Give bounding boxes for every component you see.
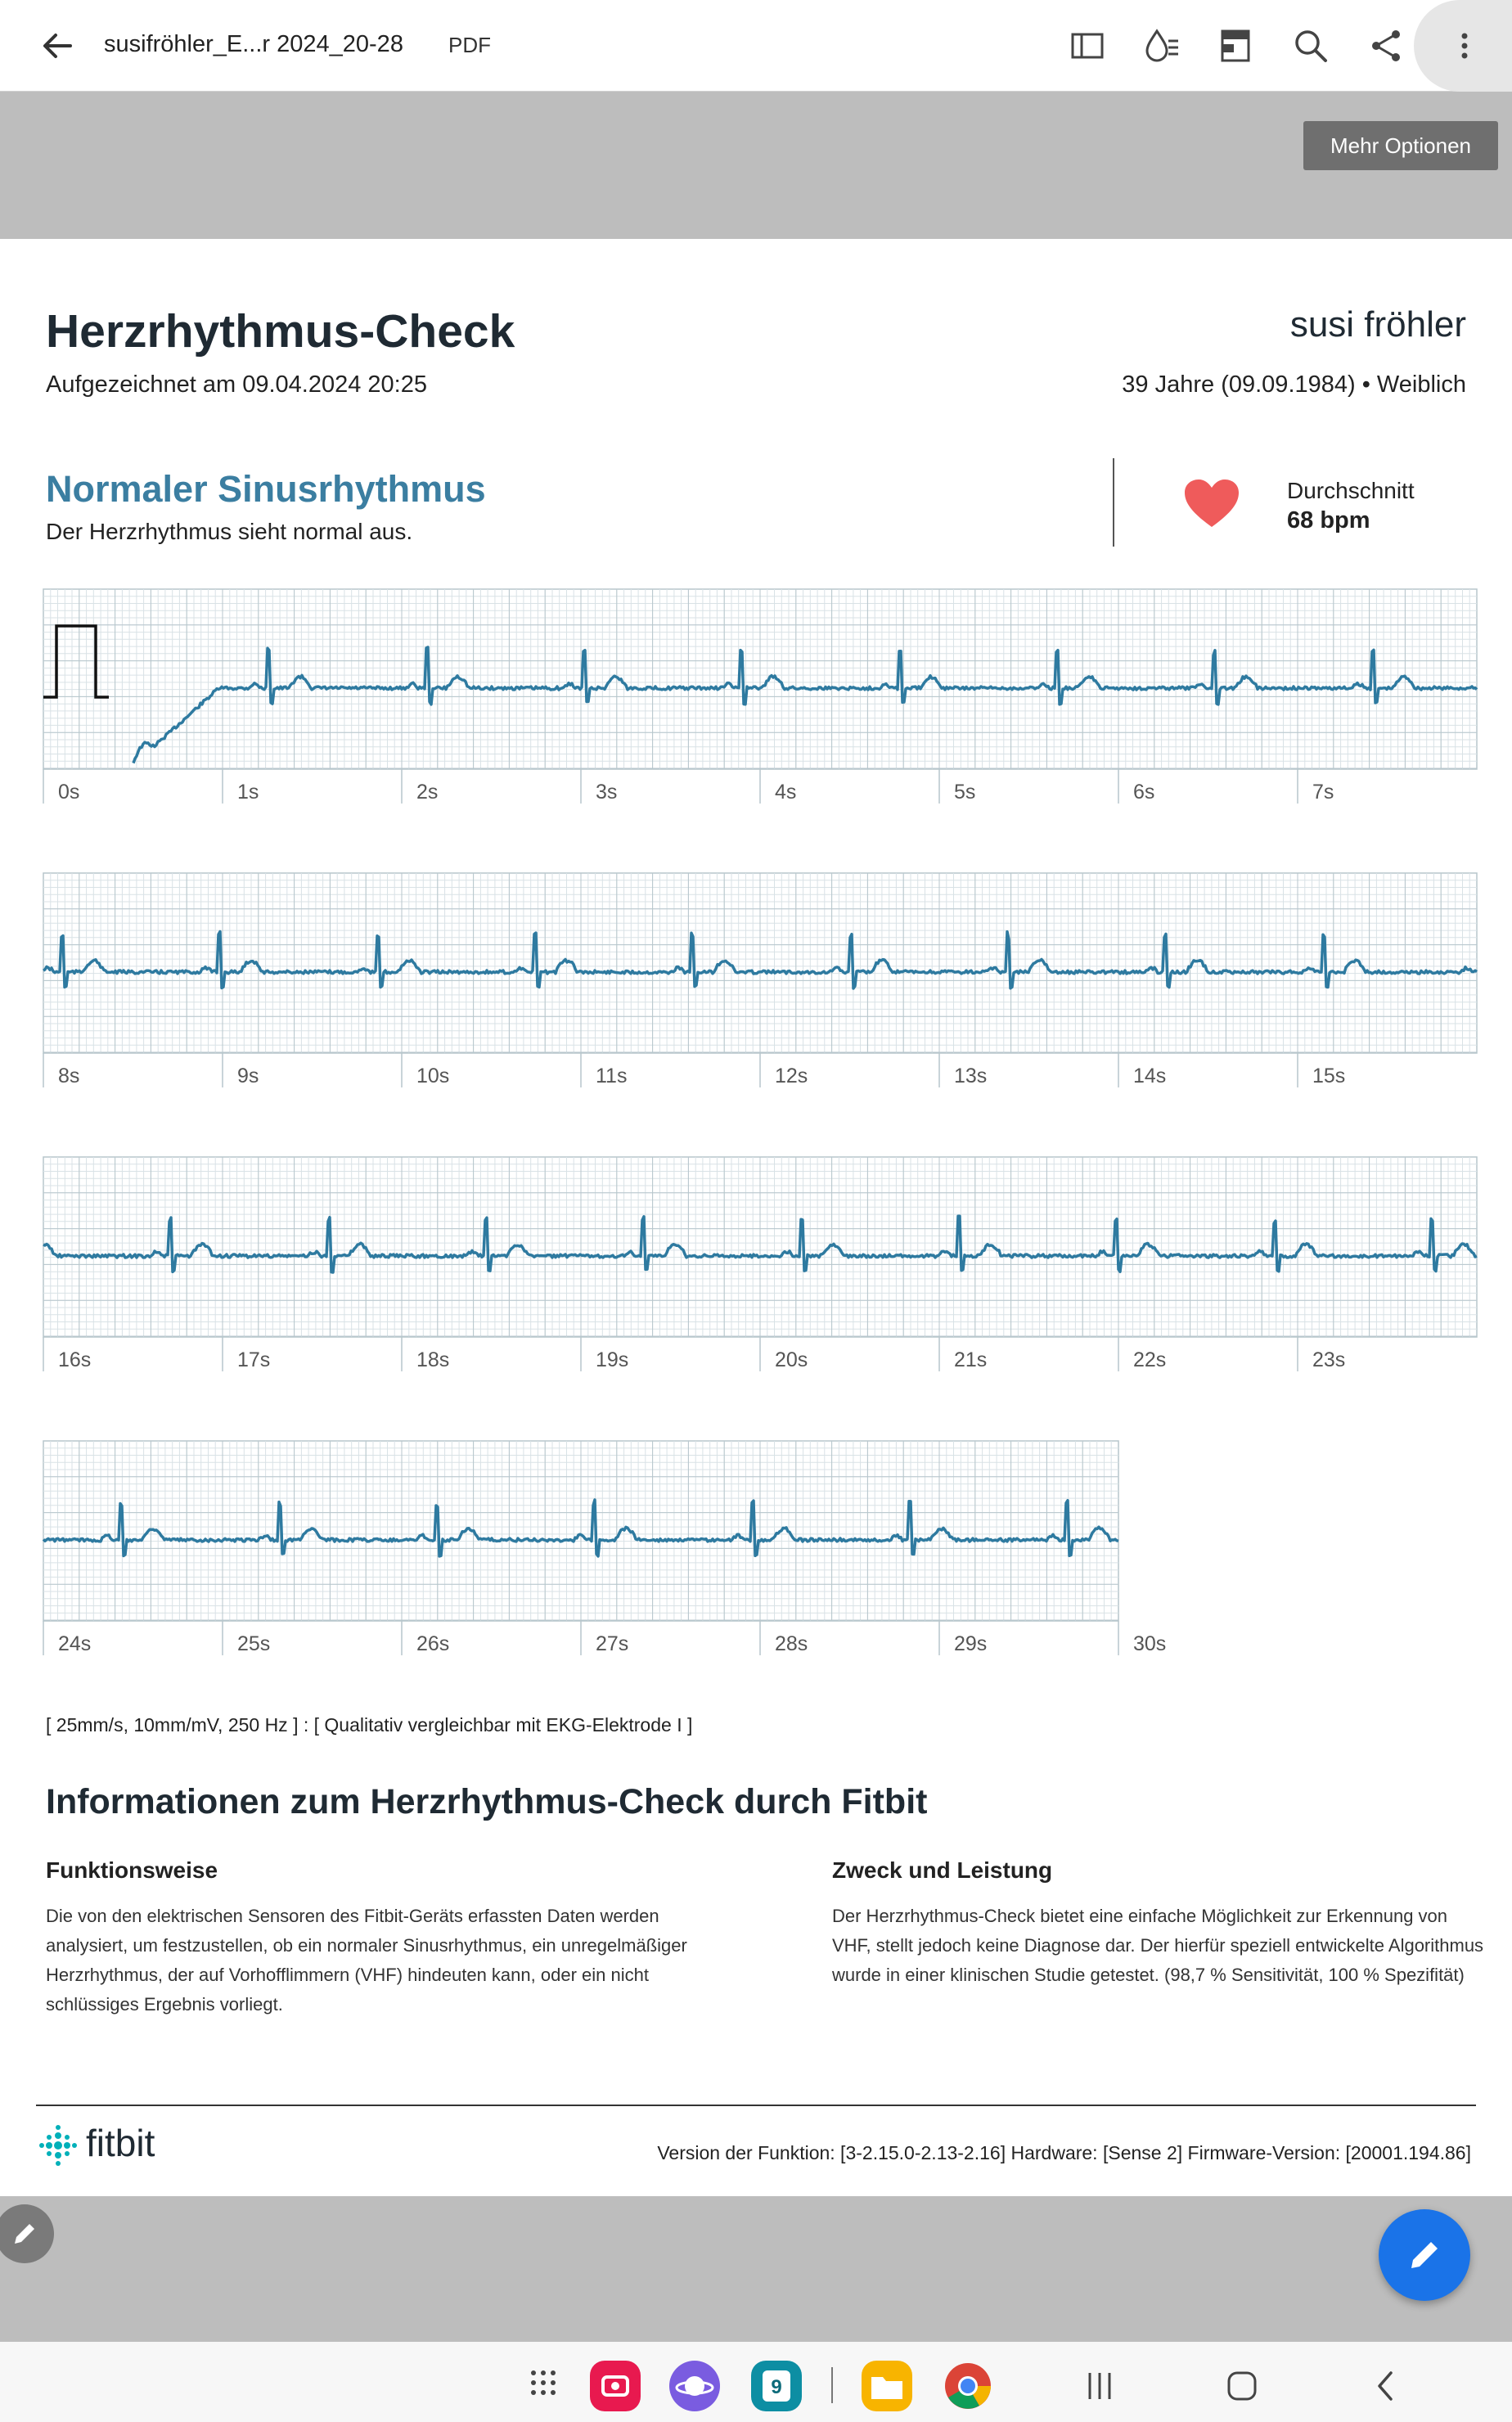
ecg-time-label: 18s — [416, 1348, 450, 1371]
search-icon[interactable] — [1291, 26, 1330, 65]
ecg-time-label: 15s — [1312, 1065, 1346, 1087]
ecg-time-label: 23s — [1312, 1348, 1346, 1371]
ecg-time-label: 14s — [1133, 1065, 1167, 1087]
result-title: Normaler Sinusrhythmus — [46, 468, 486, 510]
pencil-icon — [10, 2219, 39, 2249]
info-title: Informationen zum Herzrhythmus-Check durch Fitbit — [46, 1782, 928, 1821]
ecg-time-label: 27s — [596, 1632, 629, 1655]
ecg-time-label: 20s — [775, 1348, 808, 1371]
ecg-time-label: 7s — [1312, 781, 1334, 804]
ecg-time-label: 26s — [416, 1632, 450, 1655]
ecg-time-label: 29s — [954, 1632, 988, 1655]
ecg-time-label: 3s — [596, 781, 618, 804]
recent-apps-icon[interactable] — [1082, 2368, 1118, 2404]
more-vertical-icon — [1445, 26, 1484, 65]
chrome-app-icon[interactable] — [943, 2361, 993, 2411]
col2-text: Der Herzrhythmus-Check bietet eine einfache Möglichkeit zur Erkennung von VHF, stellt jedoch keine Diagnose dar. Der hierfür speziell entwickelte Algorithmus wurde in einer klinischen Studie getestet. (98,7 % Sensitivität, 100 % Spezifität) — [832, 1906, 1484, 1985]
recorded-date: Aufgezeichnet am 09.04.2024 20:25 — [46, 371, 427, 398]
ecg-time-label: 12s — [775, 1065, 808, 1087]
ecg-time-label: 24s — [58, 1632, 92, 1655]
viewer-margin-bottom — [0, 2196, 1512, 2342]
col1-title: Funktionsweise — [46, 1857, 218, 1883]
footer-divider — [36, 2105, 1476, 2106]
ecg-grid-major — [43, 589, 1477, 769]
ecg-time-label: 8s — [58, 1065, 80, 1087]
taskbar-divider — [831, 2367, 833, 2403]
ecg-time-label: 10s — [416, 1065, 450, 1087]
calendar-day: 9 — [763, 2370, 790, 2402]
edit-fab-button[interactable] — [1379, 2209, 1470, 2301]
result-subtitle: Der Herzrhythmus sieht normal aus. — [46, 519, 413, 544]
internet-browser-app-icon[interactable] — [669, 2361, 720, 2411]
ecg-time-label: 21s — [954, 1348, 988, 1371]
ecg-grid-major — [43, 873, 1477, 1053]
planet-icon — [669, 2361, 720, 2411]
fitbit-logo-text: fitbit — [86, 2122, 155, 2164]
calendar-app-icon[interactable] — [751, 2361, 802, 2411]
file-type-label: PDF — [448, 33, 491, 57]
report-title: Herzrhythmus-Check — [46, 305, 515, 358]
ecg-time-label: 28s — [775, 1632, 808, 1655]
ecg-time-label: 25s — [237, 1632, 271, 1655]
ecg-time-label: 0s — [58, 781, 80, 804]
app-drawer-icon[interactable] — [527, 2366, 560, 2399]
ecg-time-label: 13s — [954, 1065, 988, 1087]
average-value: 68 bpm — [1287, 507, 1370, 533]
screen-recorder-app-icon[interactable] — [590, 2361, 641, 2411]
fitbit-logo-icon — [39, 2121, 77, 2170]
share-icon[interactable] — [1366, 26, 1406, 65]
pdf-page — [0, 239, 1512, 2196]
viewer-margin-top — [0, 92, 1512, 239]
average-label: Durchschnitt — [1287, 478, 1415, 503]
ecg-time-label: 2s — [416, 781, 439, 804]
version-info: Version der Funktion: [3-2.15.0-2.13-2.16] Hardware: [Sense 2] Firmware-Version: [20001.194.86] — [657, 2142, 1471, 2163]
patient-info: 39 Jahre (09.09.1984) • Weiblich — [1122, 371, 1466, 398]
chrome-icon — [943, 2361, 993, 2411]
ecg-time-label: 19s — [596, 1348, 629, 1371]
back-arrow-icon[interactable] — [38, 26, 77, 65]
my-files-app-icon[interactable] — [862, 2361, 912, 2411]
ecg-time-label: 22s — [1133, 1348, 1167, 1371]
top-toolbar — [0, 0, 1512, 92]
ecg-note: [ 25mm/s, 10mm/mV, 250 Hz ] : [ Qualitativ vergleichbar mit EKG-Elektrode I ] — [46, 1714, 693, 1735]
more-options-button[interactable]: Mehr Optionen — [1303, 121, 1498, 170]
col2-title: Zweck und Leistung — [832, 1857, 1053, 1883]
overflow-menu-button[interactable] — [1414, 0, 1512, 92]
back-nav-icon[interactable] — [1368, 2368, 1404, 2404]
ecg-time-label: 16s — [58, 1348, 92, 1371]
ecg-strips — [0, 239, 1512, 1655]
ecg-time-label: 17s — [237, 1348, 271, 1371]
ecg-time-label: 1s — [237, 781, 259, 804]
organize-pages-icon[interactable] — [1216, 26, 1255, 65]
col1-text: Die von den elektrischen Sensoren des Fitbit-Geräts erfassten Daten werden analysiert, um festzustellen, ob ein normaler Sinusrhythmus, ein unregelmäßiger Herzrhythmus, der auf Vorhofflimmern (VHF) hindeuten kann, oder ein nicht schlüssiges Ergebnis vorliegt. — [46, 1906, 687, 2015]
camera-icon — [590, 2361, 641, 2411]
liquid-mode-icon[interactable] — [1142, 26, 1181, 65]
ecg-time-label: 6s — [1133, 781, 1155, 804]
ecg-time-label: 11s — [596, 1065, 628, 1087]
folder-icon — [862, 2361, 912, 2411]
document-title: susifröhler_E...r 2024_20-28 — [104, 31, 403, 57]
home-icon[interactable] — [1224, 2368, 1260, 2404]
ecg-grid-major — [43, 1157, 1477, 1337]
ecg-time-label: 30s — [1133, 1632, 1167, 1655]
ecg-time-label: 9s — [237, 1065, 259, 1087]
patient-name: susi fröhler — [1289, 304, 1466, 344]
ecg-time-label: 5s — [954, 781, 976, 804]
sidebar-panel-icon[interactable] — [1068, 26, 1107, 65]
ecg-time-label: 4s — [775, 781, 797, 804]
edit-pencil-icon — [1406, 2237, 1442, 2273]
